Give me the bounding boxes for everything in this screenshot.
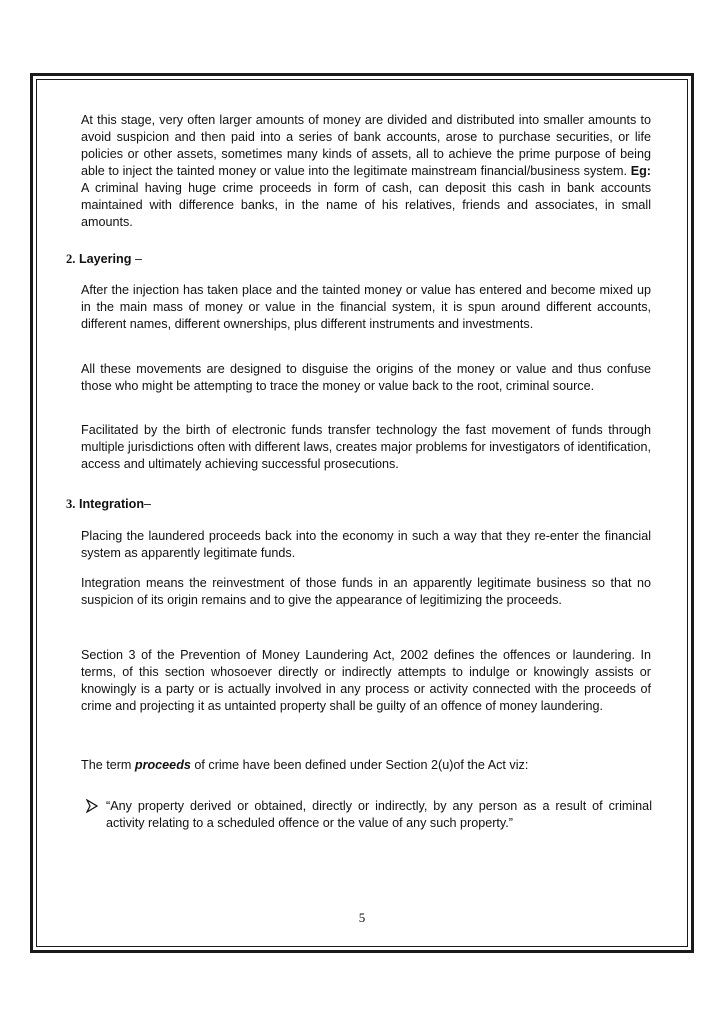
proceeds-text-after: of crime have been defined under Section 2(u)of the Act viz: (190, 758, 529, 772)
integration-paragraph-1: Placing the laundered proceeds back into the economy in such a way that they re-enter the financial system as apparently legitimate funds. (81, 529, 651, 560)
heading-integration-title: Integration (78, 497, 145, 511)
layering-paragraph-2: All these movements are designed to disguise the origins of the money or value and thus confuse those who might be attempting to trace the money or value back to the root, criminal source. (81, 362, 651, 393)
proceeds-text-before: The term (81, 758, 135, 772)
proceeds-term: proceeds (134, 758, 191, 772)
example-label: Eg: (630, 164, 651, 178)
heading-integration-suffix: – (144, 497, 152, 511)
placement-detail-paragraph (81, 112, 651, 231)
placement-text-after: A criminal having huge crime proceeds in form of cash, can deposit this cash in bank accounts maintained with difference banks, in the name of his relatives, friends and associates, in small amounts. (81, 181, 651, 229)
heading-layering-suffix: – (131, 252, 142, 266)
heading-integration (66, 496, 151, 513)
bullet-text: “Any property derived or obtained, directly or indirectly, by any person as a result of criminal activity relating to a scheduled offence or the value of any such property.” (106, 799, 652, 830)
heading-layering-title: Layering (78, 252, 132, 266)
arrow-bullet-icon (86, 799, 98, 813)
section3-paragraph: Section 3 of the Prevention of Money Laundering Act, 2002 defines the offences or laundering. In terms, of this section whosoever directly or indirectly attempts to indulge or knowingly assists or knowingly is a party or is actually involved in any process or activity connected with the proceeds of crime and projecting it as untainted property shall be guilty of an offence of money laundering. (81, 648, 651, 713)
placement-text-before: At this stage, very often larger amounts of money are divided and distributed into smaller amounts to avoid suspicion and then paid into a series of bank accounts, arose to purchase securities, or life policies or other assets, sometimes many kinds of assets, all to achieve the prime purpose of being able to inject the tainted money or value into the legitimate mainstream financial/business system. (81, 113, 651, 178)
heading-layering-number: 2. (66, 252, 76, 266)
layering-paragraph-1: After the injection has taken place and the tainted money or value has entered and become mixed up in the main mass of money or value in the financial system, it is spun around different accounts, different names, different ownerships, plus different instruments and investments. (81, 283, 651, 331)
proceeds-definition-paragraph (81, 757, 651, 774)
integration-paragraph-2: Integration means the reinvestment of those funds in an apparently legitimate business so that no suspicion of its origin remains and to give the appearance of legitimizing the proceeds. (81, 576, 651, 607)
heading-layering (66, 251, 142, 268)
page-number: 5 (358, 910, 366, 925)
layering-paragraph-3: Facilitated by the birth of electronic funds transfer technology the fast movement of funds through multiple jurisdictions often with different laws, creates major problems for investigators of identification, access and ultimately achieving successful prosecutions. (81, 423, 651, 471)
heading-integration-number: 3. (66, 497, 76, 511)
